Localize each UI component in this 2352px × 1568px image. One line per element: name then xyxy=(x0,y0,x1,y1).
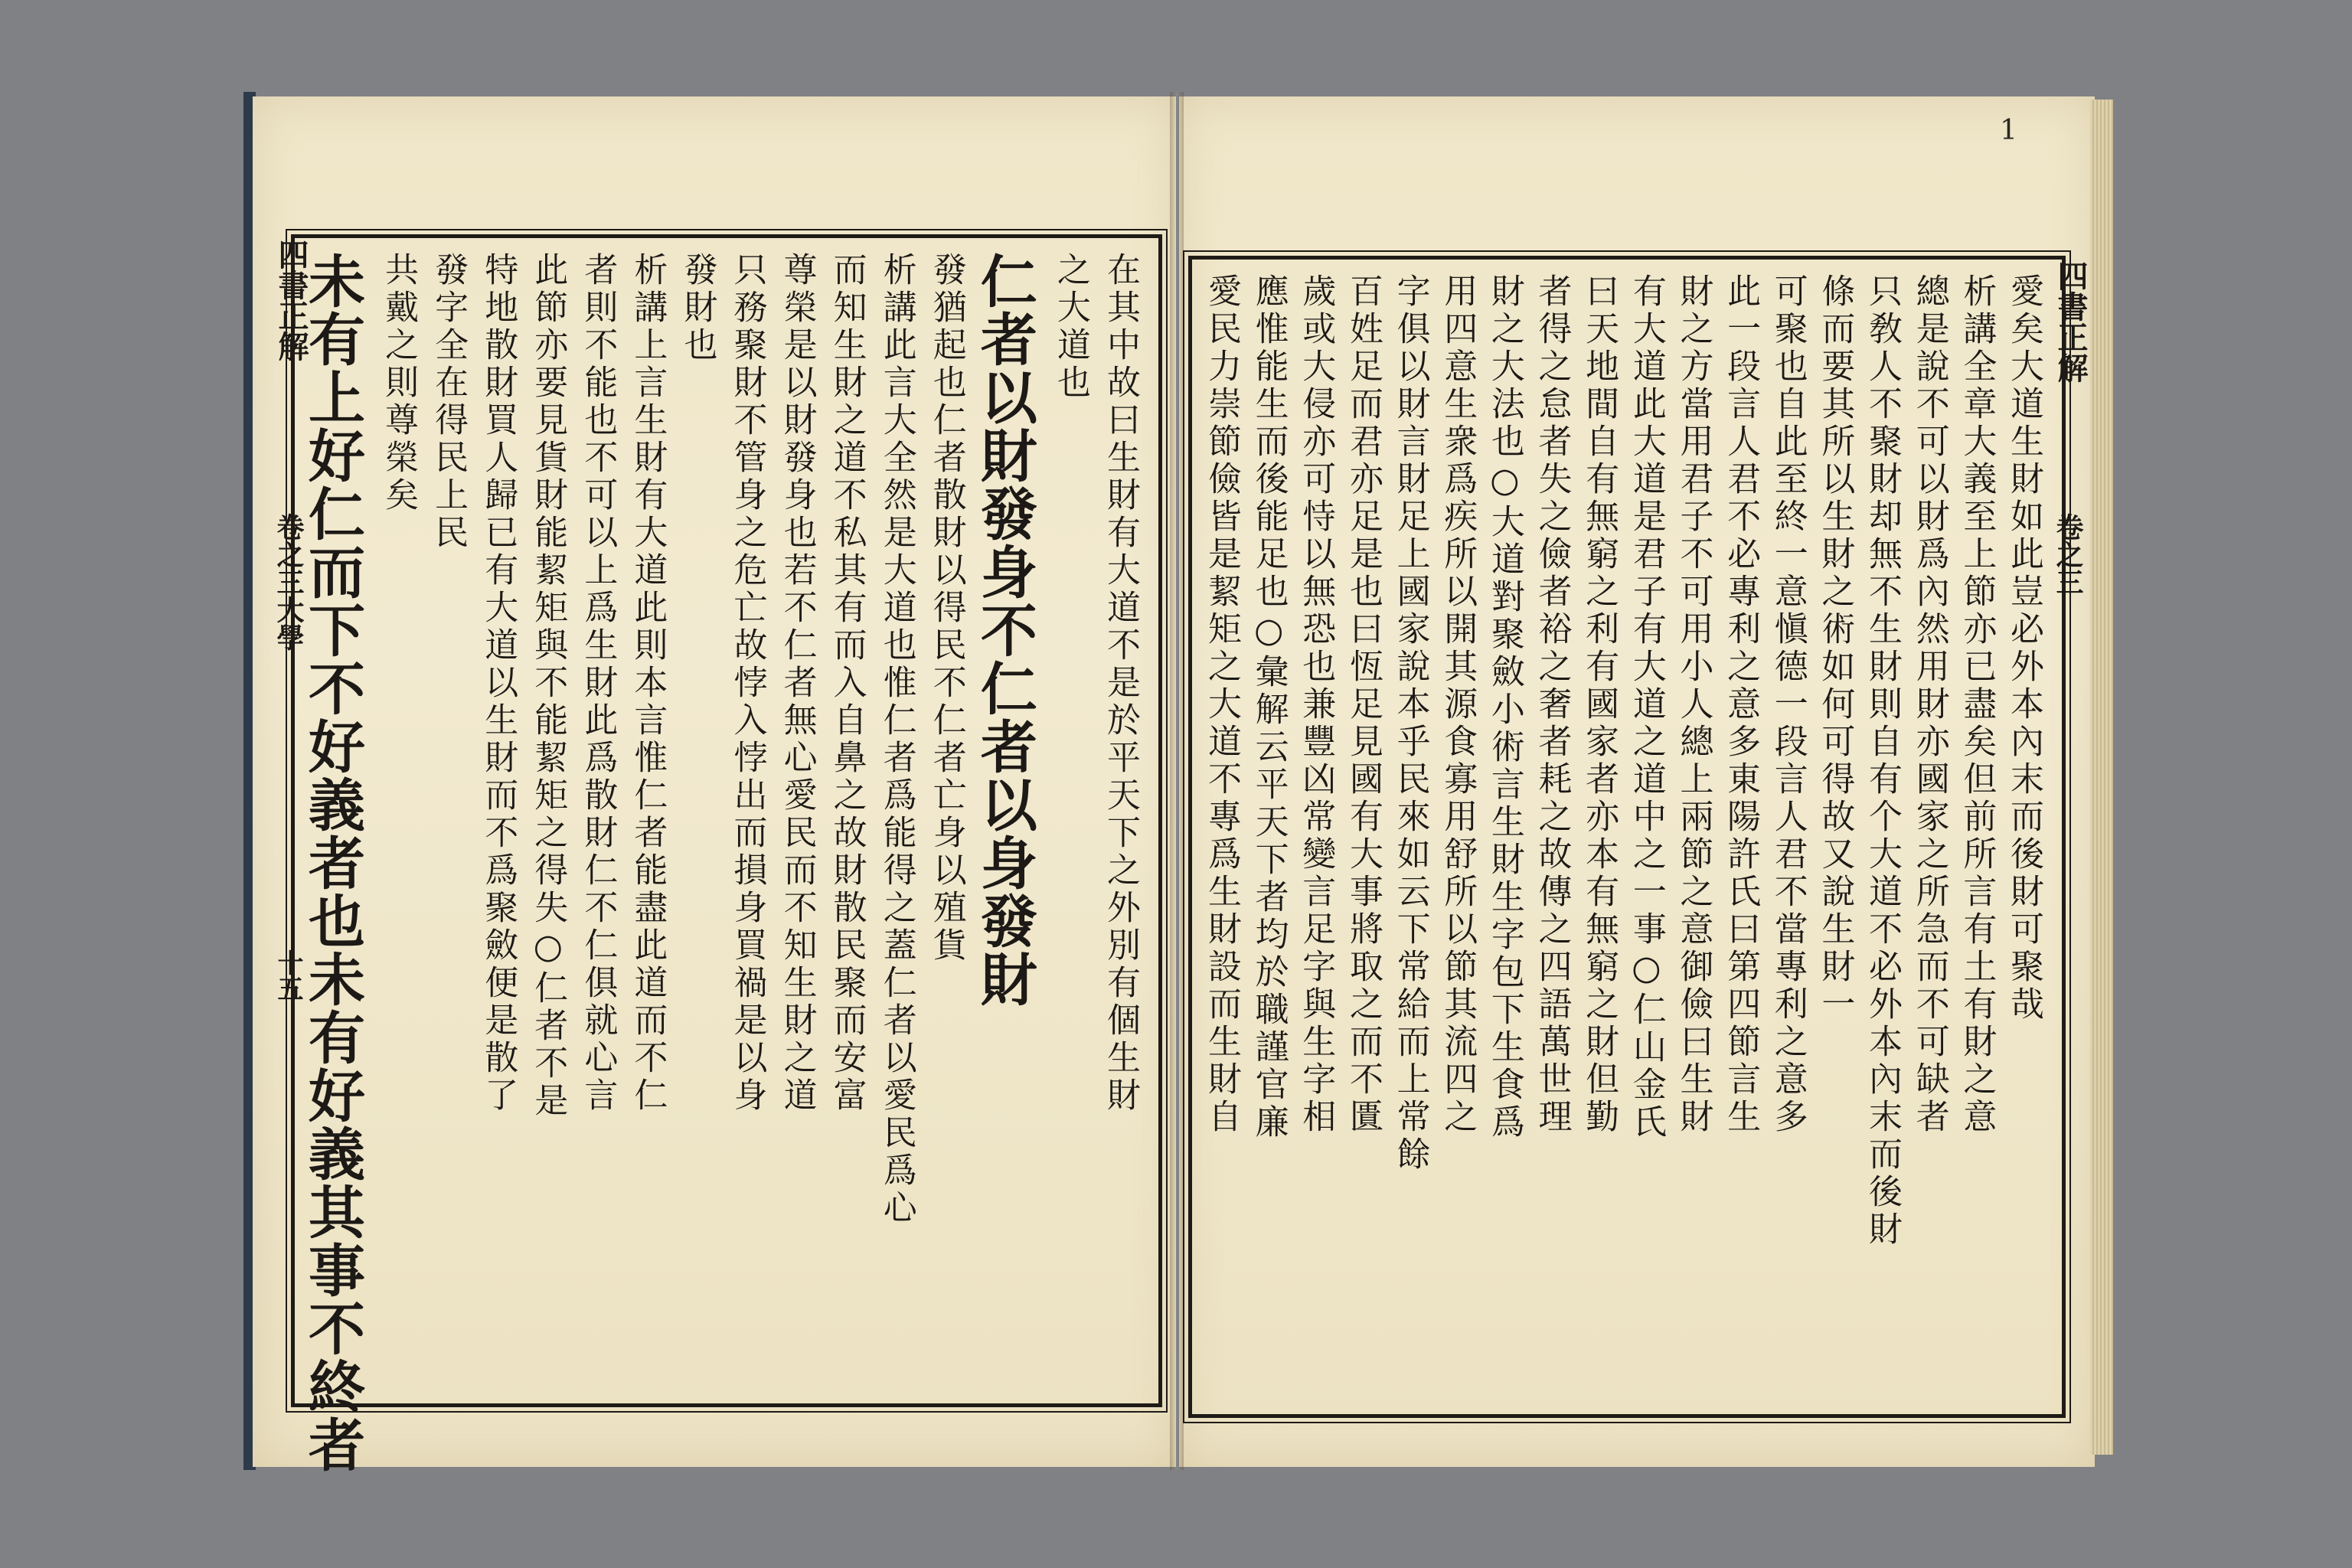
text-column: 未有上好仁而下不好義者也未有好義其事不終者 xyxy=(299,252,365,1474)
text-column: 百姓足而君亦足是也曰恆足見國有大事將取之而不匱 xyxy=(1343,273,1383,1136)
text-column: 曰天地間自有無窮之利有國家者亦本有無窮之財但勤 xyxy=(1579,273,1619,1136)
page-edges xyxy=(2090,100,2113,1455)
text-column: 此一段言人君不必專利之意多東陽許氏曰第四節言生 xyxy=(1721,273,1761,1136)
text-column: 可聚也自此至終一意愼德一段言人君不當專利之意多 xyxy=(1768,273,1808,1136)
text-column: 共戴之則尊榮矣 xyxy=(379,252,419,514)
text-column: 發財也 xyxy=(678,252,717,364)
text-column: 字俱以財言財足上國家說本乎民來如云下常給而上常餘 xyxy=(1390,273,1430,1174)
text-column: 愛民力崇節儉皆是絜矩之大道不專爲生財設而生財自 xyxy=(1202,273,1241,1136)
text-column: 此節亦要見貨財能絜矩與不能絜矩之得失○仁者不是 xyxy=(528,252,568,1120)
text-column: 用四意生衆爲疾所以開其源食寡用舒所以節其流四之 xyxy=(1438,273,1478,1136)
text-column: 只敎人不聚財却無不生財則自有个大道不必外本內末而後財 xyxy=(1863,273,1903,1249)
text-column: 特地散財買人歸已有大道以生財而不爲聚斂便是散了 xyxy=(479,252,518,1115)
left-gutter-folio: 十五 xyxy=(273,949,303,1001)
text-column: 在其中故曰生財有大道不是於平天下之外別有個生財 xyxy=(1101,252,1140,1115)
text-column: 析講此言大全然是大道也惟仁者爲能得之蓋仁者以愛民爲心 xyxy=(877,252,916,1227)
text-column: 尊榮是以財發身也若不仁者無心愛民而不知生財之道 xyxy=(777,252,817,1115)
text-column: 析講上言生財有大道此則本言惟仁者能盡此道而不仁 xyxy=(628,252,668,1115)
text-column: 有大道此大道是君子有大道之道中之一事○仁山金氏 xyxy=(1626,273,1666,1142)
right-text-frame xyxy=(1188,256,2066,1418)
text-column: 愛矣大道生財如此豈必外本內末而後財可聚哉 xyxy=(2004,273,2043,1024)
text-column: 而知生財之道不私其有而入自鼻之故財散民聚而安富 xyxy=(827,252,867,1115)
right-page-number: 1 xyxy=(2000,115,2017,146)
text-column: 總是說不可以財爲內然用財亦國家之所急而不可缺者 xyxy=(1909,273,1949,1136)
text-column: 發字全在得民上民 xyxy=(429,252,469,552)
text-column: 條而要其所以生財之術如何可得故又說生財一 xyxy=(1815,273,1855,1024)
left-gutter-title: 四書正解 xyxy=(273,239,309,361)
text-column: 財之大法也○大道對聚斂小術言生財生字包下生食爲 xyxy=(1485,273,1524,1142)
text-column: 應惟能生而後能足也○彙解云平天下者均於職謹官廉 xyxy=(1249,273,1289,1142)
left-gutter-volume: 卷之三大學 xyxy=(273,513,305,651)
text-column: 者得之怠者失之儉者裕之奢者耗之故傳之四語萬世理 xyxy=(1532,273,1572,1136)
left-text-frame xyxy=(291,234,1162,1474)
right-gutter-volume: 卷之三 xyxy=(2052,513,2084,596)
text-column: 者則不能也不可以上爲生財此爲散財仁不仁俱就心言 xyxy=(578,252,618,1115)
right-gutter-title: 四書正解 xyxy=(2053,260,2089,383)
text-column: 財之方當用君子不可用小人總上兩節之意御儉曰生財 xyxy=(1674,273,1713,1136)
text-column: 只務聚財不管身之危亡故悖入悖出而損身買禍是以身 xyxy=(727,252,767,1115)
book-spine xyxy=(1170,92,1184,1470)
text-column: 之大道也 xyxy=(1050,252,1090,402)
text-column: 仁者以財發身不仁者以身發財 xyxy=(971,252,1037,1008)
text-column: 發猶起也仁者散財以得民不仁者亡身以殖貨 xyxy=(926,252,966,965)
text-column: 歲或大侵亦可恃以無恐也兼豐凶常變言足字與生字相 xyxy=(1296,273,1336,1136)
text-column: 析講全章大義至上節亦已盡矣但前所言有土有財之意 xyxy=(1957,273,1997,1136)
